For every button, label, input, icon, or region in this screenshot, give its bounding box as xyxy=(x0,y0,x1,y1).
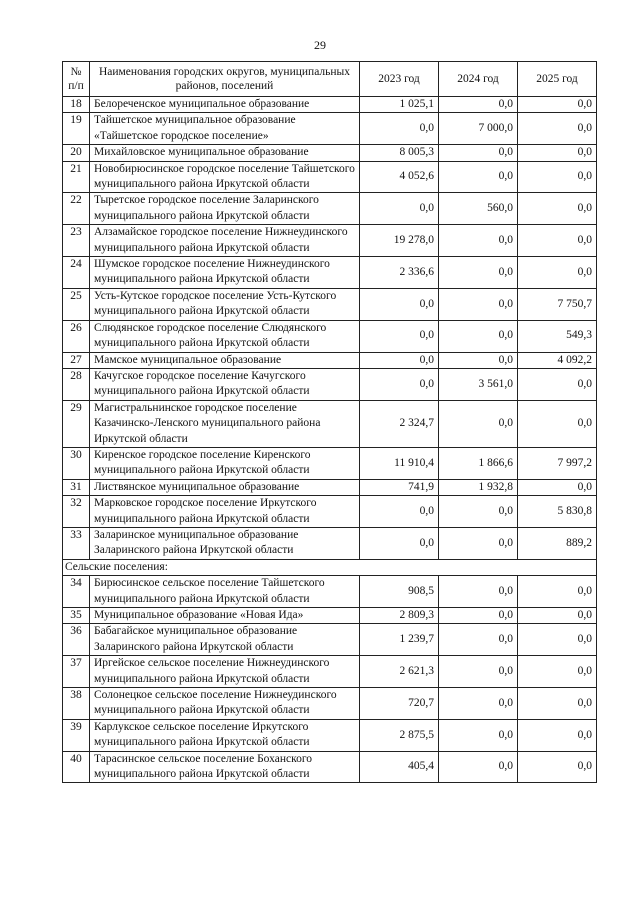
row-value-2023: 0,0 xyxy=(360,193,439,225)
section-label: Сельские поселения: xyxy=(63,559,597,575)
row-value-2024: 0,0 xyxy=(439,608,518,624)
row-value-2025: 0,0 xyxy=(518,608,597,624)
row-index: 26 xyxy=(63,320,90,352)
row-value-2024: 0,0 xyxy=(439,352,518,368)
row-index: 30 xyxy=(63,447,90,479)
row-name: Карлукское сельское поселение Иркутского муниципального района Иркутской области xyxy=(90,719,360,751)
row-value-2024: 0,0 xyxy=(439,719,518,751)
row-value-2024: 0,0 xyxy=(439,225,518,257)
row-name: Новобирюсинское городское поселение Тайшетского муниципального района Иркутской области xyxy=(90,161,360,193)
header-2023: 2023 год xyxy=(360,62,439,97)
row-index: 19 xyxy=(63,113,90,145)
row-name: Заларинское муниципальное образование Заларинского района Иркутской области xyxy=(90,527,360,559)
table-row xyxy=(63,447,597,479)
table-row xyxy=(63,193,597,225)
row-name: Солонецкое сельское поселение Нижнеудинского муниципального района Иркутской области xyxy=(90,688,360,720)
row-value-2024: 0,0 xyxy=(439,400,518,447)
row-value-2023: 2 809,3 xyxy=(360,608,439,624)
row-value-2025: 0,0 xyxy=(518,576,597,608)
table-row xyxy=(63,257,597,289)
row-value-2024: 1 866,6 xyxy=(439,447,518,479)
row-index: 24 xyxy=(63,257,90,289)
row-value-2023: 19 278,0 xyxy=(360,225,439,257)
row-name: Мамское муниципальное образование xyxy=(90,352,360,368)
row-value-2023: 720,7 xyxy=(360,688,439,720)
row-index: 35 xyxy=(63,608,90,624)
row-value-2025: 0,0 xyxy=(518,751,597,783)
row-name: Алзамайское городское поселение Нижнеудинского муниципального района Иркутской области xyxy=(90,225,360,257)
row-index: 38 xyxy=(63,688,90,720)
row-name: Белореченское муниципальное образование xyxy=(90,97,360,113)
budget-table xyxy=(62,61,597,783)
row-index: 25 xyxy=(63,288,90,320)
table-row xyxy=(63,656,597,688)
row-index: 23 xyxy=(63,225,90,257)
row-value-2023: 8 005,3 xyxy=(360,145,439,161)
table-row xyxy=(63,352,597,368)
table-row xyxy=(63,496,597,528)
row-value-2023: 0,0 xyxy=(360,527,439,559)
table-row xyxy=(63,145,597,161)
row-value-2023: 405,4 xyxy=(360,751,439,783)
row-value-2025: 7 750,7 xyxy=(518,288,597,320)
row-value-2025: 0,0 xyxy=(518,225,597,257)
row-value-2025: 4 092,2 xyxy=(518,352,597,368)
row-value-2025: 0,0 xyxy=(518,400,597,447)
row-value-2023: 908,5 xyxy=(360,576,439,608)
row-index: 33 xyxy=(63,527,90,559)
header-index: № п/п xyxy=(63,62,90,97)
row-index: 22 xyxy=(63,193,90,225)
row-value-2025: 0,0 xyxy=(518,113,597,145)
table-row xyxy=(63,225,597,257)
row-value-2023: 11 910,4 xyxy=(360,447,439,479)
table-row xyxy=(63,719,597,751)
table-row xyxy=(63,608,597,624)
row-value-2024: 0,0 xyxy=(439,145,518,161)
table-header-row xyxy=(63,62,597,97)
row-value-2024: 0,0 xyxy=(439,288,518,320)
row-name: Бабагайское муниципальное образование Заларинского района Иркутской области xyxy=(90,624,360,656)
row-value-2023: 4 052,6 xyxy=(360,161,439,193)
table-row xyxy=(63,368,597,400)
row-value-2024: 3 561,0 xyxy=(439,368,518,400)
row-value-2025: 0,0 xyxy=(518,624,597,656)
row-name: Тарасинское сельское поселение Боханского муниципального района Иркутской области xyxy=(90,751,360,783)
row-index: 28 xyxy=(63,368,90,400)
row-value-2025: 0,0 xyxy=(518,193,597,225)
table-body xyxy=(63,97,597,783)
row-value-2023: 0,0 xyxy=(360,368,439,400)
row-index: 27 xyxy=(63,352,90,368)
row-index: 31 xyxy=(63,479,90,495)
row-name: Слюдянское городское поселение Слюдянского муниципального района Иркутской области xyxy=(90,320,360,352)
row-value-2025: 0,0 xyxy=(518,688,597,720)
row-value-2023: 1 025,1 xyxy=(360,97,439,113)
row-value-2024: 0,0 xyxy=(439,688,518,720)
page-number: 29 xyxy=(314,38,326,52)
row-value-2023: 741,9 xyxy=(360,479,439,495)
row-name: Тайшетское муниципальное образование «Тайшетское городское поселение» xyxy=(90,113,360,145)
header-name: Наименования городских округов, муниципальных районов, поселений xyxy=(90,62,360,97)
row-value-2023: 2 336,6 xyxy=(360,257,439,289)
row-value-2023: 0,0 xyxy=(360,113,439,145)
row-value-2025: 0,0 xyxy=(518,97,597,113)
header-2024: 2024 год xyxy=(439,62,518,97)
row-name: Михайловское муниципальное образование xyxy=(90,145,360,161)
row-index: 40 xyxy=(63,751,90,783)
row-name: Тыретское городское поселение Заларинского муниципального района Иркутской области xyxy=(90,193,360,225)
row-value-2025: 0,0 xyxy=(518,368,597,400)
row-index: 39 xyxy=(63,719,90,751)
row-value-2024: 0,0 xyxy=(439,527,518,559)
row-name: Магистральнинское городское поселение Казачинско-Ленского муниципального района Иркутской области xyxy=(90,400,360,447)
row-value-2025: 0,0 xyxy=(518,719,597,751)
row-name: Муниципальное образование «Новая Ида» xyxy=(90,608,360,624)
row-value-2023: 0,0 xyxy=(360,288,439,320)
row-index: 34 xyxy=(63,576,90,608)
row-value-2024: 560,0 xyxy=(439,193,518,225)
table-row xyxy=(63,400,597,447)
row-value-2024: 0,0 xyxy=(439,751,518,783)
row-value-2025: 0,0 xyxy=(518,656,597,688)
row-value-2025: 0,0 xyxy=(518,161,597,193)
row-value-2025: 0,0 xyxy=(518,479,597,495)
row-value-2024: 0,0 xyxy=(439,624,518,656)
header-2025: 2025 год xyxy=(518,62,597,97)
row-name: Марковское городское поселение Иркутского муниципального района Иркутской области xyxy=(90,496,360,528)
table-row xyxy=(63,576,597,608)
table-row xyxy=(63,688,597,720)
row-index: 29 xyxy=(63,400,90,447)
table-row xyxy=(63,113,597,145)
row-index: 18 xyxy=(63,97,90,113)
row-value-2024: 0,0 xyxy=(439,320,518,352)
row-value-2024: 0,0 xyxy=(439,656,518,688)
table-row xyxy=(63,97,597,113)
row-value-2025: 5 830,8 xyxy=(518,496,597,528)
row-name: Шумское городское поселение Нижнеудинского муниципального района Иркутской области xyxy=(90,257,360,289)
row-name: Листвянское муниципальное образование xyxy=(90,479,360,495)
row-value-2023: 2 621,3 xyxy=(360,656,439,688)
table-row xyxy=(63,161,597,193)
row-index: 32 xyxy=(63,496,90,528)
row-name: Бирюсинское сельское поселение Тайшетского муниципального района Иркутской области xyxy=(90,576,360,608)
row-value-2023: 1 239,7 xyxy=(360,624,439,656)
row-value-2024: 7 000,0 xyxy=(439,113,518,145)
row-value-2023: 2 875,5 xyxy=(360,719,439,751)
table-row xyxy=(63,479,597,495)
row-value-2025: 549,3 xyxy=(518,320,597,352)
row-name: Киренское городское поселение Киренского муниципального района Иркутской области xyxy=(90,447,360,479)
table-row xyxy=(63,527,597,559)
table-row xyxy=(63,751,597,783)
row-index: 37 xyxy=(63,656,90,688)
table-row xyxy=(63,288,597,320)
row-value-2023: 0,0 xyxy=(360,352,439,368)
row-name: Иргейское сельское поселение Нижнеудинского муниципального района Иркутской области xyxy=(90,656,360,688)
row-index: 36 xyxy=(63,624,90,656)
row-name: Качугское городское поселение Качугского муниципального района Иркутской области xyxy=(90,368,360,400)
row-value-2023: 0,0 xyxy=(360,320,439,352)
row-value-2024: 0,0 xyxy=(439,161,518,193)
row-value-2024: 0,0 xyxy=(439,257,518,289)
row-value-2024: 0,0 xyxy=(439,576,518,608)
row-value-2024: 1 932,8 xyxy=(439,479,518,495)
row-value-2023: 2 324,7 xyxy=(360,400,439,447)
row-name: Усть-Кутское городское поселение Усть-Кутского муниципального района Иркутской области xyxy=(90,288,360,320)
row-value-2024: 0,0 xyxy=(439,97,518,113)
row-value-2025: 7 997,2 xyxy=(518,447,597,479)
row-value-2025: 0,0 xyxy=(518,145,597,161)
row-value-2023: 0,0 xyxy=(360,496,439,528)
table-row xyxy=(63,320,597,352)
row-value-2025: 0,0 xyxy=(518,257,597,289)
table-row xyxy=(63,624,597,656)
row-index: 21 xyxy=(63,161,90,193)
section-row xyxy=(63,559,597,575)
row-value-2024: 0,0 xyxy=(439,496,518,528)
row-index: 20 xyxy=(63,145,90,161)
row-value-2025: 889,2 xyxy=(518,527,597,559)
